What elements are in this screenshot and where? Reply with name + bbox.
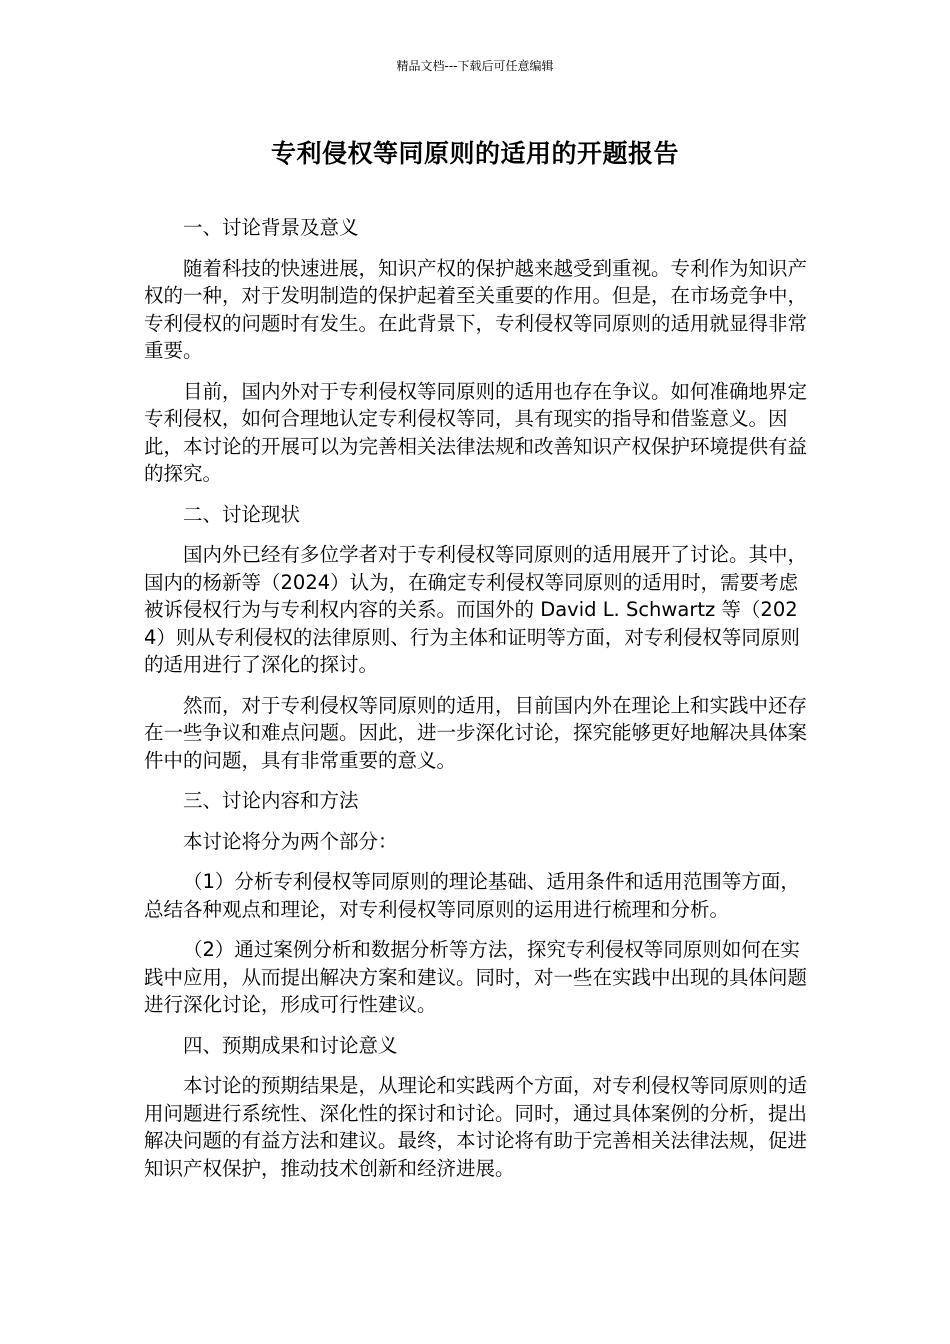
paragraph: 国内外已经有多位学者对于专利侵权等同原则的适用展开了讨论。其中，国内的杨新等（2024）认为，在确定专利侵权等同原则的适用时，需要考虑被诉侵权行为与专利权内容的关系。而国外的 David L. Schwartz 等（2024）则从专利侵权的法律原则、行为主体和证明等方面，对专利侵权等同原则的适用进行了深化的探讨。 xyxy=(144,543,808,676)
document-header-note: 精品文档---下载后可任意编辑 xyxy=(396,59,554,73)
paragraph: 本讨论将分为两个部分： xyxy=(183,829,398,853)
paragraph: 然而，对于专利侵权等同原则的适用，目前国内外在理论上和实践中还存在一些争议和难点问题。因此，进一步深化讨论，探究能够更好地解决具体案件中的问题，具有非常重要的意义。 xyxy=(144,693,808,772)
document-body xyxy=(144,214,814,1195)
list-item: （2）通过案例分析和数据分析等方法，探究专利侵权等同原则如何在实践中应用，从而提出解决方案和建议。同时，对一些在实践中出现的具体问题进行深化讨论，形成可行性建议。 xyxy=(144,938,808,1016)
paragraph: 目前，国内外对于专利侵权等同原则的适用也存在争议。如何准确地界定专利侵权，如何合理地认定专利侵权等同，具有现实的指导和借鉴意义。因此，本讨论的开展可以为完善相关法律法规和改善知识产权保护环境提供有益的探究。 xyxy=(144,379,808,485)
section-heading-methods: 三、讨论内容和方法 xyxy=(183,789,359,812)
paragraph: 随着科技的快速进展，知识产权的保护越来越受到重视。专利作为知识产权的一种，对于发明制造的保护起着至关重要的作用。但是，在市场竞争中，专利侵权的问题时有发生。在此背景下，专利侵权等同原则的适用就显得非常重要。 xyxy=(144,256,808,362)
document-title: 专利侵权等同原则的适用的开题报告 xyxy=(270,139,679,168)
paragraph: 本讨论的预期结果是，从理论和实践两个方面，对专利侵权等同原则的适用问题进行系统性、深化性的探讨和讨论。同时，通过具体案例的分析，提出解决问题的有益方法和建议。最终，本讨论将有助于完善相关法律法规，促进知识产权保护，推动技术创新和经济进展。 xyxy=(144,1074,808,1180)
section-heading-background: 一、讨论背景及意义 xyxy=(183,216,359,239)
list-item: （1）分析专利侵权等同原则的理论基础、适用条件和适用范围等方面，总结各种观点和理论，对专利侵权等同原则的运用进行梳理和分析。 xyxy=(144,870,800,921)
section-heading-outcomes: 四、预期成果和讨论意义 xyxy=(183,1033,398,1057)
section-heading-status: 二、讨论现状 xyxy=(183,502,301,526)
